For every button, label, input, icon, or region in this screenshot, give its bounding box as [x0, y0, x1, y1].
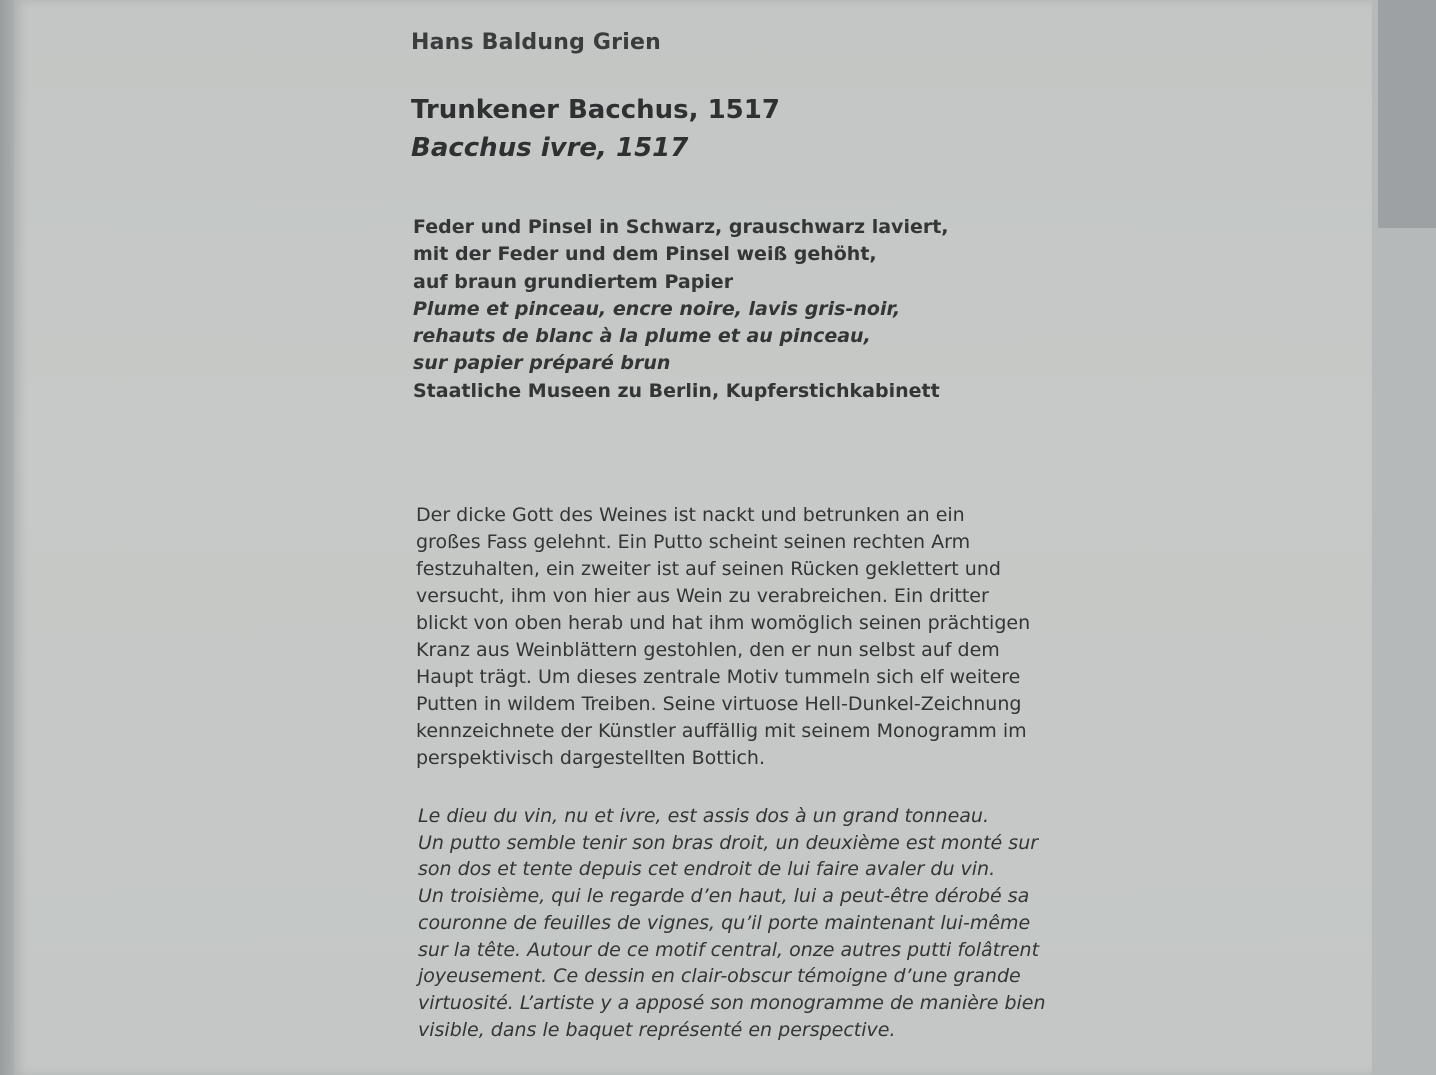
meta-line: auf braun grundiertem Papier [413, 270, 734, 293]
description-french [418, 803, 1046, 1043]
meta-line: rehauts de blanc à la plume et au pinceau, [413, 325, 871, 348]
description-line: sur la tête. Autour de ce motif central, onze autres putti folâtrent [418, 938, 1040, 961]
artist-name: Hans Baldung Grien [411, 30, 661, 55]
description-line: joyeusement. Ce dessin en clair-obscur témoigne d’une grande [418, 965, 1021, 988]
description-line: kennzeichnete der Künstler auffällig mit seinem Monogramm im [416, 720, 1027, 742]
meta-line: Feder und Pinsel in Schwarz, grauschwarz laviert, [413, 216, 949, 238]
technique-metadata [413, 214, 949, 405]
wall-right [1372, 0, 1436, 1075]
description-line: großes Fass gelehnt. Ein Putto scheint seinen rechten Arm [416, 531, 971, 553]
meta-line: Plume et pinceau, encre noire, lavis gris-noir, [413, 297, 901, 320]
description-line: Un troisième, qui le regarde d’en haut, lui a peut-être dérobé sa [418, 885, 1030, 908]
description-line: Der dicke Gott des Weines ist nackt und betrunken an ein [416, 504, 965, 526]
title-french: Bacchus ivre, 1517 [411, 133, 689, 163]
description-line: Le dieu du vin, nu et ivre, est assis dos à un grand tonneau. [418, 805, 990, 827]
description-line: son dos et tente depuis cet endroit de lui faire avaler du vin. [418, 858, 996, 881]
description-line: versucht, ihm von hier aus Wein zu verabreichen. Ein dritter [416, 585, 989, 607]
description-line: blickt von oben herab und hat ihm womöglich seinen prächtigen [416, 612, 1031, 634]
description-line: Kranz aus Weinblättern gestohlen, den er nun selbst auf dem [416, 639, 1000, 661]
title-german: Trunkener Bacchus, 1517 [411, 95, 780, 125]
meta-line: Staatliche Museen zu Berlin, Kupferstichkabinett [413, 379, 940, 402]
description-line: Un putto semble tenir son bras droit, un deuxième est monté sur [418, 831, 1039, 854]
description-line: virtuosité. L’artiste y a apposé son monogramme de manière bien [418, 991, 1046, 1014]
wall-strip [1378, 0, 1436, 228]
meta-line: sur papier préparé brun [413, 352, 671, 375]
meta-line: mit der Feder und dem Pinsel weiß gehöht, [413, 243, 877, 266]
description-line: perspektivisch dargestellten Bottich. [416, 747, 766, 769]
description-line: visible, dans le baquet représenté en perspective. [418, 1018, 896, 1041]
description-german [416, 502, 1030, 772]
description-line: Haupt trägt. Um dieses zentrale Motiv tummeln sich elf weitere [416, 666, 1021, 688]
description-line: festzuhalten, ein zweiter ist auf seinen Rücken geklettert und [416, 558, 1001, 580]
description-line: Putten in wildem Treiben. Seine virtuose Hell-Dunkel-Zeichnung [416, 693, 1022, 715]
description-line: couronne de feuilles de vignes, qu’il porte maintenant lui-même [418, 911, 1031, 934]
